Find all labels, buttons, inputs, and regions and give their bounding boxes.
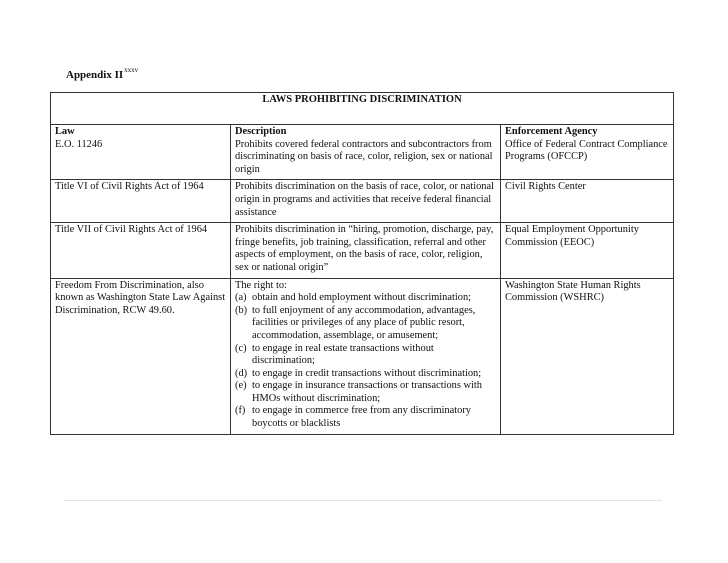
table-row [51, 180, 674, 223]
list-item-text: to full enjoyment of any accommodation, advantages, facilities or privileges of any place of public resort, accommodation, assemblage, or amusement; [252, 304, 476, 341]
list-marker: (d) [235, 367, 248, 379]
column-header-description: Description [235, 126, 287, 137]
rights-list [235, 292, 496, 431]
list-marker: (a) [235, 292, 247, 304]
appendix-heading [66, 66, 138, 81]
list-marker: (f) [235, 405, 246, 417]
list-item-text: to engage in real estate transactions without discrimination; [252, 342, 434, 367]
list-marker: (e) [235, 380, 247, 392]
list-item [235, 292, 496, 305]
list-item-text: to engage in credit transactions without discrimination; [252, 367, 482, 379]
enforcement-agency: Equal Employment Opportunity Commission (EEOC) [501, 223, 674, 278]
law-name: Title VII of Civil Rights Act of 1964 [51, 223, 231, 278]
enforcement-agency: Washington State Human Rights Commission (WSHRC) [501, 278, 674, 434]
law-cell [51, 125, 231, 180]
list-item [235, 380, 496, 405]
laws-table [50, 92, 674, 435]
list-item [235, 368, 496, 381]
rights-intro: The right to: [235, 279, 287, 291]
law-name: E.O. 11246 [55, 138, 103, 150]
list-marker: (b) [235, 304, 248, 316]
agency-cell [501, 125, 674, 180]
column-header-agency: Enforcement Agency [505, 126, 598, 137]
table-row [51, 125, 674, 180]
list-item-text: obtain and hold employment without discrimination; [252, 292, 472, 304]
list-item-text: to engage in insurance transactions or transactions with HMOs without discrimination; [252, 380, 482, 404]
table-row [51, 223, 674, 278]
table-title-row [51, 93, 674, 125]
law-description: Prohibits discrimination in “hiring, promotion, discharge, pay, fringe benefits, job training, classification, referral and other aspects of employment, on the basis of race, color, religion, sex or national origin” [231, 223, 501, 278]
law-description: Prohibits discrimination on the basis of race, color, or national origin in programs and activities that receive federal financial assistance [231, 180, 501, 223]
list-item [235, 305, 496, 343]
description-cell [231, 125, 501, 180]
table-title: LAWS PROHIBITING DISCRIMINATION [51, 93, 674, 125]
description-cell [231, 278, 501, 434]
enforcement-agency: Office of Federal Contract Compliance Programs (OFCCP) [505, 138, 668, 163]
list-marker: (c) [235, 342, 247, 354]
appendix-footnote-ref: xxxv [124, 66, 139, 74]
column-header-law: Law [55, 126, 75, 137]
enforcement-agency: Civil Rights Center [501, 180, 674, 223]
page-divider [64, 500, 662, 501]
law-name: Title VI of Civil Rights Act of 1964 [51, 180, 231, 223]
law-name: Freedom From Discrimination, also known as Washington State Law Against Discrimination, RCW 49.60. [51, 278, 231, 434]
list-item [235, 343, 496, 368]
list-item-text: to engage in commerce free from any discriminatory boycotts or blacklists [252, 405, 471, 430]
table-row [51, 278, 674, 434]
appendix-label: Appendix II [66, 69, 124, 81]
list-item [235, 405, 496, 430]
law-description: Prohibits covered federal contractors and subcontractors from discriminating on basis of race, color, religion, sex or national origin [235, 138, 493, 175]
